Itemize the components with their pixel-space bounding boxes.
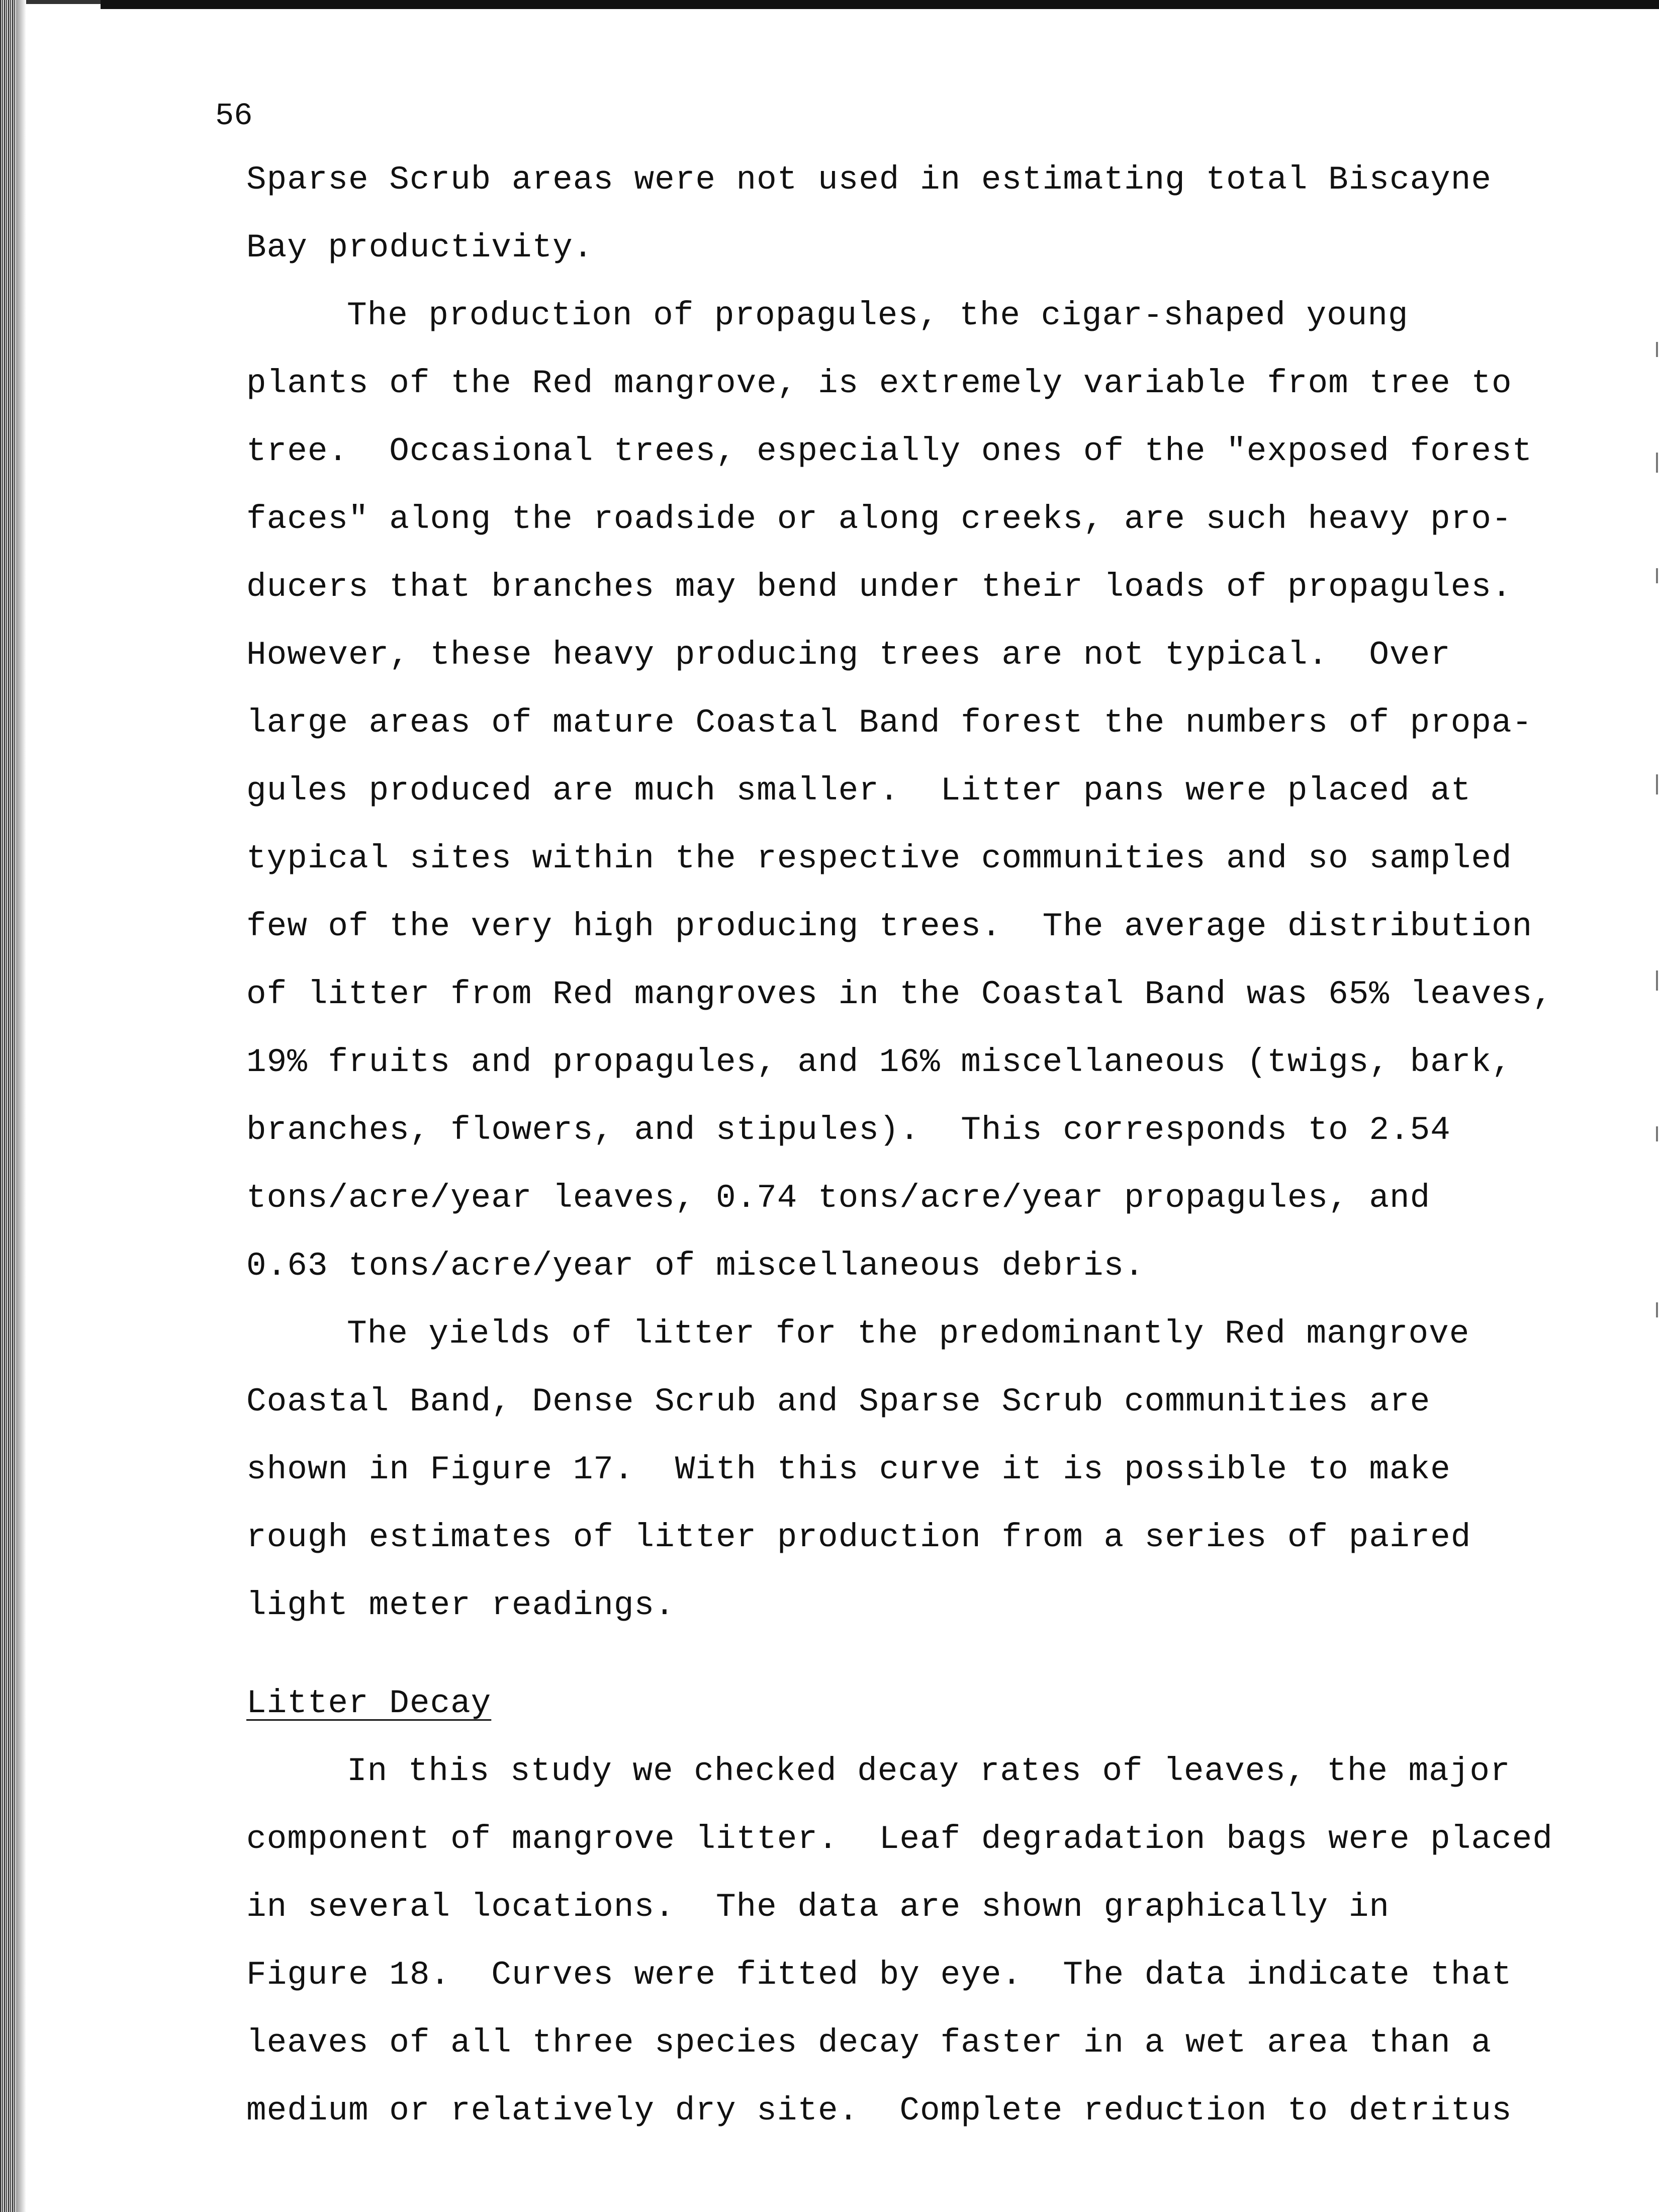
text-line: rough estimates of litter production from a series of paired	[246, 1519, 1471, 1556]
top-edge-border	[101, 0, 1659, 9]
text-line: 19% fruits and propagules, and 16% miscellaneous (twigs, bark,	[246, 1043, 1512, 1081]
text-line: large areas of mature Coastal Band forest the numbers of propa-	[246, 704, 1533, 742]
page-text	[246, 146, 1574, 2145]
margin-mark	[1656, 774, 1658, 794]
margin-mark	[1656, 453, 1658, 473]
text-line: Bay productivity.	[246, 229, 594, 267]
margin-mark	[1656, 970, 1658, 991]
text-line: typical sites within the respective communities and so sampled	[246, 840, 1512, 877]
text-line: In this study we checked decay rates of leaves, the major	[347, 1752, 1511, 1790]
paragraph-propagules	[246, 282, 1574, 1300]
text-line: plants of the Red mangrove, is extremely variable from tree to	[246, 365, 1512, 402]
text-line: shown in Figure 17. With this curve it is possible to make	[246, 1451, 1451, 1488]
text-line: Figure 18. Curves were fitted by eye. The data indicate that	[246, 1956, 1512, 1994]
section-heading-text: Litter Decay	[246, 1685, 492, 1722]
text-line: leaves of all three species decay faster in a wet area than a	[246, 2024, 1492, 2062]
section-heading	[246, 1669, 1574, 1737]
binding-shadow	[16, 0, 26, 2212]
margin-mark	[1656, 342, 1658, 357]
text-line: faces" along the roadside or along creeks, are such heavy pro-	[246, 500, 1512, 538]
text-line: The yields of litter for the predominantly Red mangrove	[347, 1315, 1470, 1353]
text-line: of litter from Red mangroves in the Coastal Band was 65% leaves,	[246, 976, 1553, 1013]
text-line: Coastal Band, Dense Scrub and Sparse Scrub communities are	[246, 1383, 1431, 1421]
section-gap	[246, 1639, 1574, 1669]
margin-mark	[1656, 1126, 1658, 1141]
text-line: few of the very high producing trees. The average distribution	[246, 908, 1533, 945]
paragraph-litter-decay	[246, 1737, 1574, 2145]
text-line: light meter readings.	[246, 1586, 675, 1624]
binding-edge	[0, 0, 16, 2212]
margin-mark	[1656, 1302, 1658, 1317]
text-line: tree. Occasional trees, especially ones of the "exposed forest	[246, 432, 1533, 470]
text-line: However, these heavy producing trees are not typical. Over	[246, 636, 1451, 674]
text-line: Sparse Scrub areas were not used in estimating total Biscayne	[246, 161, 1492, 199]
text-line: gules produced are much smaller. Litter pans were placed at	[246, 772, 1471, 810]
paragraph-intro	[246, 146, 1574, 282]
text-line: tons/acre/year leaves, 0.74 tons/acre/year propagules, and	[246, 1179, 1431, 1217]
text-line: 0.63 tons/acre/year of miscellaneous debris.	[246, 1247, 1145, 1285]
text-line: branches, flowers, and stipules). This corresponds to 2.54	[246, 1111, 1451, 1149]
text-line: component of mangrove litter. Leaf degradation bags were placed	[246, 1820, 1553, 1858]
text-line: medium or relatively dry site. Complete reduction to detritus	[246, 2092, 1512, 2130]
text-line: The production of propagules, the cigar-shaped young	[347, 297, 1409, 334]
margin-mark	[1656, 568, 1658, 583]
text-line: in several locations. The data are shown graphically in	[246, 1888, 1390, 1926]
text-line: ducers that branches may bend under their loads of propagules.	[246, 568, 1512, 606]
page-number: 56	[215, 98, 253, 134]
paragraph-litter-yields	[246, 1300, 1574, 1639]
